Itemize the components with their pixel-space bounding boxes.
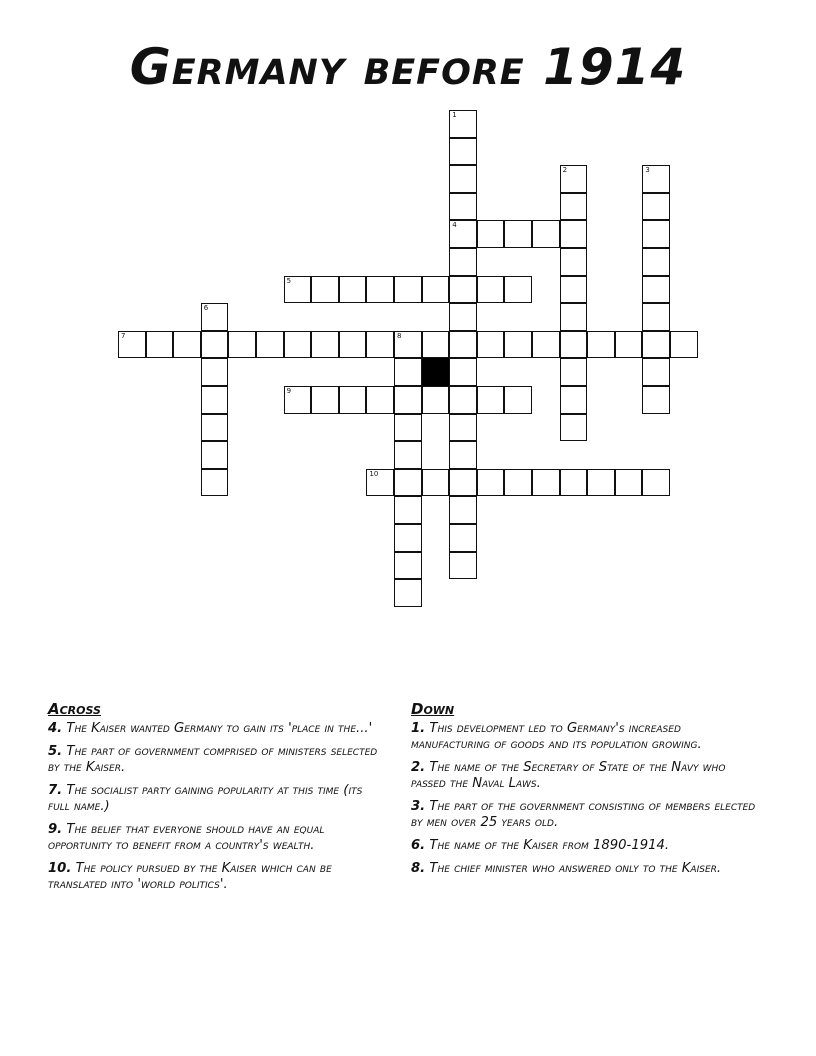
grid-cell[interactable]: [201, 331, 229, 359]
grid-cell[interactable]: [449, 165, 477, 193]
grid-cell[interactable]: [146, 331, 174, 359]
grid-cell[interactable]: [477, 469, 505, 497]
grid-cell[interactable]: [477, 220, 505, 248]
across-heading: Across: [48, 700, 101, 718]
grid-cell[interactable]: [449, 552, 477, 580]
grid-cell[interactable]: [642, 276, 670, 304]
grid-cell[interactable]: [477, 331, 505, 359]
grid-cell[interactable]: [201, 303, 229, 331]
grid-cell[interactable]: [642, 248, 670, 276]
down-clues: [411, 700, 763, 884]
grid-cell[interactable]: [532, 220, 560, 248]
grid-cell[interactable]: [394, 524, 422, 552]
grid-cell[interactable]: [422, 331, 450, 359]
grid-cell[interactable]: [504, 386, 532, 414]
grid-cell[interactable]: [449, 441, 477, 469]
grid-cell[interactable]: [670, 331, 698, 359]
grid-cell[interactable]: [311, 331, 339, 359]
grid-cell[interactable]: [560, 386, 588, 414]
grid-cell[interactable]: [394, 331, 422, 359]
grid-cell[interactable]: [394, 469, 422, 497]
grid-cell[interactable]: [615, 331, 643, 359]
grid-cell[interactable]: [560, 248, 588, 276]
grid-cell[interactable]: [642, 469, 670, 497]
clue-down-1: 1. This development led to Germany's increased manufacturing of goods and its population growing.: [411, 721, 702, 752]
grid-cell[interactable]: [449, 303, 477, 331]
grid-cell[interactable]: [284, 276, 312, 304]
grid-cell[interactable]: [394, 552, 422, 580]
grid-cell[interactable]: [504, 220, 532, 248]
grid-cell[interactable]: [394, 276, 422, 304]
grid-cell[interactable]: [504, 276, 532, 304]
grid-cell[interactable]: [642, 331, 670, 359]
grid-cell[interactable]: [422, 469, 450, 497]
grid-cell[interactable]: [201, 469, 229, 497]
clue-across-10: 10. The policy pursued by the Kaiser which can be translated into 'world politics'.: [48, 861, 332, 892]
grid-cell[interactable]: [284, 386, 312, 414]
grid-cell[interactable]: [560, 469, 588, 497]
cell-number: 9: [286, 387, 292, 395]
grid-cell[interactable]: [201, 441, 229, 469]
grid-cell[interactable]: [449, 248, 477, 276]
clue-down-2: 2. The name of the Secretary of State of the Navy who passed the Naval Laws.: [411, 760, 726, 791]
cell-number: 2: [562, 166, 568, 175]
grid-cell[interactable]: [201, 358, 229, 386]
grid-cell[interactable]: [394, 414, 422, 442]
grid-cell[interactable]: [311, 386, 339, 414]
grid-cell[interactable]: [449, 496, 477, 524]
cell-number: 1: [452, 111, 457, 119]
grid-cell[interactable]: [642, 386, 670, 414]
grid-cell[interactable]: [449, 386, 477, 414]
clue-across-7: 7. The socialist party gaining popularity at this time (its full name.): [48, 783, 363, 814]
grid-cell[interactable]: [642, 165, 670, 193]
grid-cell[interactable]: [311, 276, 339, 304]
grid-cell[interactable]: [201, 414, 229, 442]
cell-number: 10: [369, 469, 379, 478]
grid-cell[interactable]: [504, 331, 532, 359]
clue-across-4: 4. The Kaiser wanted Germany to gain its 'place in the...': [48, 721, 373, 736]
grid-cell[interactable]: [560, 414, 588, 442]
grid-cell[interactable]: [449, 414, 477, 442]
grid-cell[interactable]: [560, 276, 588, 304]
grid-cell[interactable]: [366, 469, 394, 497]
grid-cell[interactable]: [477, 276, 505, 304]
cell-number: 3: [645, 166, 650, 175]
grid-cell[interactable]: [118, 331, 146, 359]
grid-cell[interactable]: [642, 358, 670, 386]
grid-cell[interactable]: [560, 358, 588, 386]
grid-cell[interactable]: [228, 331, 256, 359]
clue-across-9: 9. The belief that everyone should have an equal opportunity to benefit from a country's wealth.: [48, 822, 325, 853]
grid-cell[interactable]: [560, 303, 588, 331]
grid-cell[interactable]: [449, 110, 477, 138]
cell-number: 8: [397, 331, 402, 340]
grid-cell[interactable]: [366, 386, 394, 414]
grid-cell[interactable]: [394, 579, 422, 607]
grid-cell[interactable]: [449, 358, 477, 386]
black-square: [422, 358, 450, 386]
grid-cell[interactable]: [366, 331, 394, 359]
grid-cell[interactable]: [560, 193, 588, 221]
grid-cell[interactable]: [449, 193, 477, 221]
grid-cell[interactable]: [256, 331, 284, 359]
grid-cell[interactable]: [366, 276, 394, 304]
clue-down-8: 8. The chief minister who answered only to the Kaiser.: [411, 861, 722, 876]
grid-cell[interactable]: [449, 276, 477, 304]
grid-cell[interactable]: [394, 441, 422, 469]
clue-down-6: 6. The name of the Kaiser from 1890-1914.: [411, 838, 670, 853]
clue-down-3: 3. The part of the government consisting of members elected by men over 25 years old.: [411, 799, 756, 830]
grid-cell[interactable]: [615, 469, 643, 497]
puzzle-title: Germany before 1914: [129, 38, 687, 96]
grid-cell[interactable]: [284, 331, 312, 359]
grid-cell[interactable]: [532, 331, 560, 359]
grid-cell[interactable]: [477, 386, 505, 414]
cell-number: 5: [286, 276, 292, 285]
cell-number: 4: [452, 221, 457, 230]
grid-cell[interactable]: [394, 496, 422, 524]
grid-cell[interactable]: [642, 193, 670, 221]
grid-cell[interactable]: [449, 469, 477, 497]
grid-cell[interactable]: [642, 303, 670, 331]
grid-cell[interactable]: [587, 331, 615, 359]
grid-cell[interactable]: [560, 331, 588, 359]
grid-cell[interactable]: [587, 469, 615, 497]
grid-cell[interactable]: [449, 138, 477, 166]
grid-cell[interactable]: [201, 386, 229, 414]
grid-cell[interactable]: [173, 331, 201, 359]
grid-cell[interactable]: [560, 165, 588, 193]
grid-cell[interactable]: [339, 331, 367, 359]
across-clues: [48, 700, 384, 900]
grid-cell[interactable]: [394, 358, 422, 386]
grid-cell[interactable]: [449, 524, 477, 552]
down-heading: Down: [411, 700, 455, 718]
grid-cell[interactable]: [339, 386, 367, 414]
grid-cell[interactable]: [422, 276, 450, 304]
grid-cell[interactable]: [642, 220, 670, 248]
clue-across-5: 5. The part of government comprised of ministers selected by the Kaiser.: [48, 744, 378, 775]
grid-cell[interactable]: [532, 469, 560, 497]
cell-number: 7: [121, 331, 126, 340]
grid-cell[interactable]: [449, 220, 477, 248]
grid-cell[interactable]: [339, 276, 367, 304]
cell-number: 6: [203, 304, 209, 313]
grid-cell[interactable]: [504, 469, 532, 497]
grid-cell[interactable]: [560, 220, 588, 248]
grid-cell[interactable]: [422, 386, 450, 414]
grid-cell[interactable]: [394, 386, 422, 414]
grid-cell[interactable]: [449, 331, 477, 359]
